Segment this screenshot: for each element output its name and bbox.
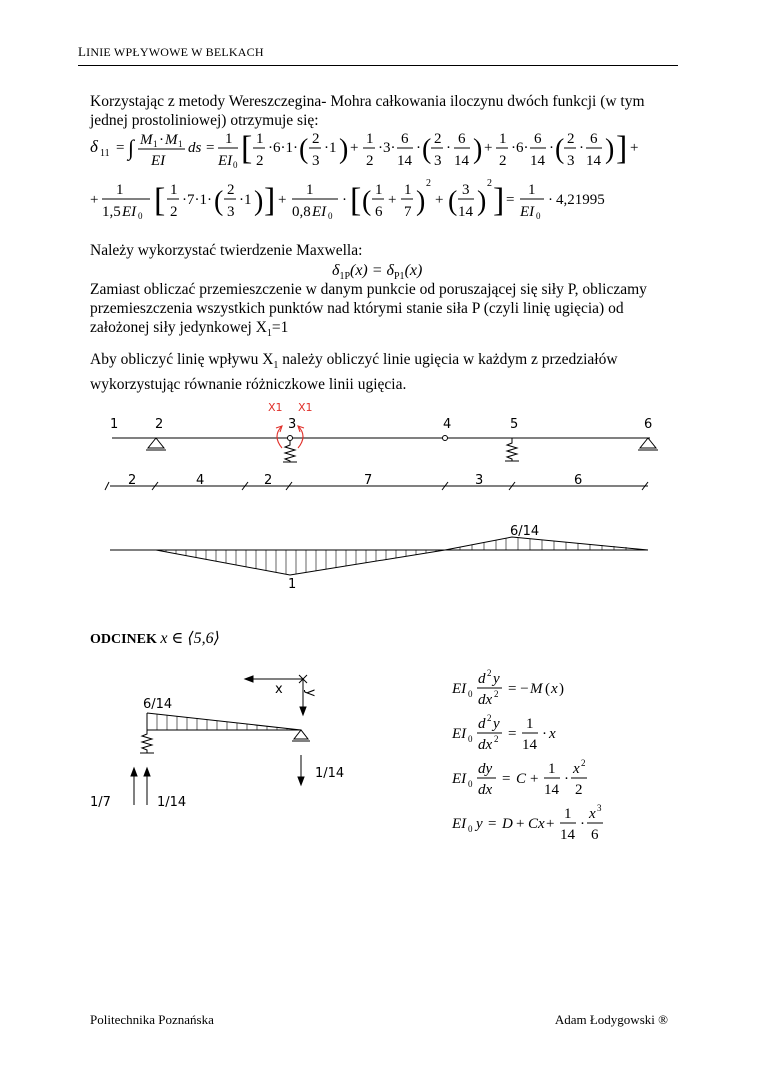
svg-text:Cx: Cx	[528, 816, 545, 832]
svg-text:11: 11	[100, 148, 110, 159]
delta11-equation	[88, 128, 708, 228]
svg-text:14: 14	[454, 153, 469, 169]
svg-text:3: 3	[312, 153, 320, 169]
node-label: 1	[110, 417, 119, 432]
svg-text:dx: dx	[478, 782, 493, 798]
svg-text:6: 6	[534, 131, 542, 147]
svg-text:(: (	[299, 134, 309, 165]
svg-text:·: ·	[159, 132, 164, 148]
svg-text:2: 2	[494, 689, 499, 699]
svg-text:2: 2	[227, 182, 235, 198]
x1-label-left: X1	[268, 401, 283, 414]
reaction-left-label-1: 1/7	[90, 795, 111, 810]
svg-text:1: 1	[225, 131, 233, 147]
svg-text:1: 1	[178, 139, 183, 149]
reaction-right-label: 1/14	[315, 766, 345, 781]
fbd-moment-label: 6/14	[143, 697, 173, 712]
svg-text:3: 3	[227, 204, 235, 220]
paragraph-influence-line: Aby obliczyć linię wpływu $X_1$ należy obliczyć linie ugięcia w każdym z przedziałów wykorzystując równanie różniczkowe linii ugięcia.	[90, 351, 618, 393]
svg-text:EI: EI	[520, 204, 535, 220]
svg-text:EI: EI	[452, 816, 467, 832]
header-initial: L	[78, 44, 87, 59]
svg-text:3: 3	[567, 153, 575, 169]
svg-text:ds: ds	[188, 140, 202, 156]
svg-text:0: 0	[468, 779, 473, 789]
svg-text:): )	[254, 186, 264, 217]
svg-text:2: 2	[581, 758, 586, 768]
footer-author: Adam Łodygowski ®	[554, 1012, 668, 1027]
svg-text:14: 14	[530, 153, 545, 169]
span-label: 4	[196, 473, 205, 488]
paragraph-displacement: Zamiast obliczać przemieszczenie w danym punkcie od poruszającej się siły P, obliczamy przemieszczenia wszystkich punktów nad którymi stanie siła P (czyli linię ugięcia) od założonej siły jedynkowej $X_1=1$	[90, 281, 647, 339]
span-label: 3	[475, 473, 484, 488]
svg-text:2: 2	[487, 668, 492, 678]
beam-diagram	[100, 398, 670, 598]
svg-text:1: 1	[564, 806, 572, 822]
svg-text:): )	[477, 186, 487, 217]
svg-text:]: ]	[264, 182, 276, 219]
svg-text:1: 1	[404, 182, 412, 198]
svg-text:M: M	[165, 132, 178, 148]
header-title: INIE WPŁYWOWE W BELKACH	[86, 45, 264, 59]
svg-text:[: [	[241, 130, 253, 167]
svg-text:·: ·	[542, 726, 547, 742]
svg-text:y: y	[493, 671, 500, 687]
intro-paragraph: Korzystając z metody Wereszczegina- Mohra całkowania iloczynu dwóch funkcji (w tym jednej prostoliniowej) otrzymuje się:	[90, 93, 645, 129]
svg-text:(: (	[555, 134, 565, 165]
differential-equations	[450, 665, 660, 845]
svg-text:]: ]	[493, 182, 505, 219]
span-label: 6	[574, 473, 583, 488]
axis-x-label: x	[275, 682, 283, 697]
svg-text:2: 2	[366, 153, 374, 169]
reaction-left-label-2: 1/14	[157, 795, 187, 810]
section-heading: ODCINEK x ∈ ⟨5,6⟩	[90, 630, 220, 647]
svg-text:): )	[339, 134, 349, 165]
svg-text:=: =	[116, 140, 125, 156]
svg-text:2: 2	[567, 131, 575, 147]
svg-text:0: 0	[468, 824, 473, 834]
svg-text:1: 1	[116, 182, 124, 198]
svg-text:EI: EI	[452, 681, 467, 697]
svg-text:EI: EI	[218, 153, 233, 169]
svg-text:2: 2	[170, 204, 178, 220]
svg-text:+: +	[530, 771, 539, 787]
svg-text:]: ]	[616, 130, 628, 167]
svg-text:+: +	[278, 192, 287, 208]
svg-text:δ: δ	[90, 137, 98, 156]
svg-text:EI: EI	[312, 204, 327, 220]
svg-text:(: (	[448, 186, 458, 217]
x1-label-right: X1	[298, 401, 313, 414]
svg-text:[: [	[350, 182, 362, 219]
svg-text:1: 1	[366, 131, 374, 147]
svg-text:·6·1·: ·6·1·	[268, 140, 298, 156]
svg-text:x: x	[589, 806, 596, 822]
svg-text:+: +	[90, 192, 99, 208]
svg-text:d: d	[478, 671, 486, 687]
svg-text:·: ·	[564, 771, 569, 787]
svg-text:6: 6	[375, 204, 383, 220]
svg-text:): )	[416, 186, 426, 217]
node-label: 4	[443, 417, 452, 432]
moment-label: 6/14	[510, 524, 540, 539]
svg-text:1: 1	[526, 716, 534, 732]
svg-text:2: 2	[312, 131, 320, 147]
svg-text:): )	[605, 134, 615, 165]
node-label: 6	[644, 417, 653, 432]
svg-text:x: x	[551, 681, 558, 697]
svg-text:+: +	[484, 140, 493, 156]
svg-text:4,21995: 4,21995	[556, 192, 605, 208]
svg-text:(: (	[545, 681, 550, 697]
svg-text:M: M	[140, 132, 153, 148]
svg-text:): )	[473, 134, 483, 165]
svg-text:dx: dx	[478, 737, 493, 753]
svg-text:EI: EI	[122, 204, 137, 220]
svg-text:14: 14	[544, 782, 559, 798]
svg-text:2: 2	[256, 153, 264, 169]
svg-text:x: x	[573, 761, 580, 777]
svg-text:14: 14	[560, 827, 575, 843]
maxwell-formula: $\delta_{1P}(x) = \delta_{P1}(x)$	[332, 262, 423, 282]
svg-text:6: 6	[401, 131, 409, 147]
svg-text:0,8: 0,8	[292, 204, 311, 220]
moment-label: 1	[288, 577, 297, 592]
svg-text:14: 14	[586, 153, 601, 169]
svg-text:0: 0	[138, 211, 143, 221]
svg-text:d: d	[478, 716, 486, 732]
span-label: 2	[264, 473, 273, 488]
svg-text:= −: = −	[508, 681, 529, 697]
svg-text:·7·1·: ·7·1·	[182, 192, 212, 208]
svg-text:y: y	[476, 816, 483, 832]
node-label: 2	[155, 417, 164, 432]
svg-text:·: ·	[446, 140, 451, 156]
svg-text:14: 14	[458, 204, 473, 220]
svg-text:6: 6	[591, 827, 599, 843]
svg-text:2: 2	[434, 131, 442, 147]
svg-text:C: C	[516, 771, 527, 787]
node-label: 3	[288, 417, 297, 432]
svg-text:D: D	[502, 816, 513, 832]
svg-text:+: +	[516, 816, 525, 832]
svg-text:2: 2	[426, 178, 431, 189]
svg-text:2: 2	[494, 734, 499, 744]
svg-text:(: (	[422, 134, 432, 165]
svg-text:+: +	[350, 140, 359, 156]
svg-text:·: ·	[342, 192, 347, 208]
svg-text:x: x	[549, 726, 556, 742]
svg-text:(: (	[214, 186, 224, 217]
svg-text:dy: dy	[478, 761, 493, 777]
svg-text:6: 6	[458, 131, 466, 147]
axis-y-label: y	[303, 689, 318, 697]
svg-text:6: 6	[590, 131, 598, 147]
svg-text:14: 14	[397, 153, 412, 169]
svg-text:·6·: ·6·	[511, 140, 529, 156]
svg-text:·1: ·1	[324, 140, 337, 156]
svg-text:2: 2	[487, 713, 492, 723]
svg-text:·: ·	[549, 140, 554, 156]
svg-text:=: =	[506, 192, 515, 208]
svg-text:·: ·	[548, 192, 553, 208]
svg-text:y: y	[493, 716, 500, 732]
svg-text:1: 1	[375, 182, 383, 198]
svg-text:2: 2	[575, 782, 583, 798]
svg-text:=: =	[502, 771, 511, 787]
svg-text:=: =	[488, 816, 497, 832]
svg-text:2: 2	[487, 178, 492, 189]
svg-text:1: 1	[306, 182, 314, 198]
span-label: 2	[128, 473, 137, 488]
svg-text:·3·: ·3·	[378, 140, 396, 156]
svg-text:=: =	[508, 726, 517, 742]
svg-text:EI: EI	[151, 153, 166, 169]
svg-text:+: +	[630, 140, 639, 156]
svg-text:∫: ∫	[128, 135, 135, 160]
svg-text:1: 1	[170, 182, 178, 198]
svg-text:3: 3	[434, 153, 442, 169]
svg-text:14: 14	[522, 737, 537, 753]
footer-institution: Politechnika Poznańska	[90, 1012, 214, 1027]
svg-text:0: 0	[536, 211, 541, 221]
svg-text:1: 1	[256, 131, 264, 147]
svg-text:·: ·	[580, 816, 585, 832]
svg-text:=: =	[206, 140, 215, 156]
free-body-diagram	[85, 665, 385, 820]
svg-text:·1: ·1	[239, 192, 252, 208]
running-header	[78, 44, 264, 60]
svg-text:+: +	[388, 192, 397, 208]
svg-text:+: +	[546, 816, 555, 832]
svg-text:1: 1	[153, 139, 158, 149]
maxwell-paragraph: Należy wykorzystać twierdzenie Maxwella:	[90, 242, 363, 259]
svg-text:7: 7	[404, 204, 412, 220]
svg-text:0: 0	[233, 160, 238, 170]
span-label: 7	[364, 473, 373, 488]
svg-text:1: 1	[548, 761, 556, 777]
svg-text:M: M	[530, 681, 543, 697]
svg-text:): )	[559, 681, 564, 697]
header-rule	[78, 65, 678, 66]
svg-text:(: (	[362, 186, 372, 217]
svg-text:1,5: 1,5	[102, 204, 121, 220]
svg-text:+: +	[435, 192, 444, 208]
svg-text:3: 3	[597, 803, 602, 813]
svg-text:[: [	[154, 182, 166, 219]
svg-text:1: 1	[528, 182, 536, 198]
svg-text:EI: EI	[452, 771, 467, 787]
svg-text:·: ·	[579, 140, 584, 156]
svg-text:·: ·	[416, 140, 421, 156]
svg-text:0: 0	[468, 734, 473, 744]
svg-text:0: 0	[468, 689, 473, 699]
svg-text:EI: EI	[452, 726, 467, 742]
svg-text:3: 3	[462, 182, 470, 198]
svg-text:0: 0	[328, 211, 333, 221]
svg-text:1: 1	[499, 131, 507, 147]
svg-text:dx: dx	[478, 692, 493, 708]
svg-text:2: 2	[499, 153, 507, 169]
node-label: 5	[510, 417, 519, 432]
